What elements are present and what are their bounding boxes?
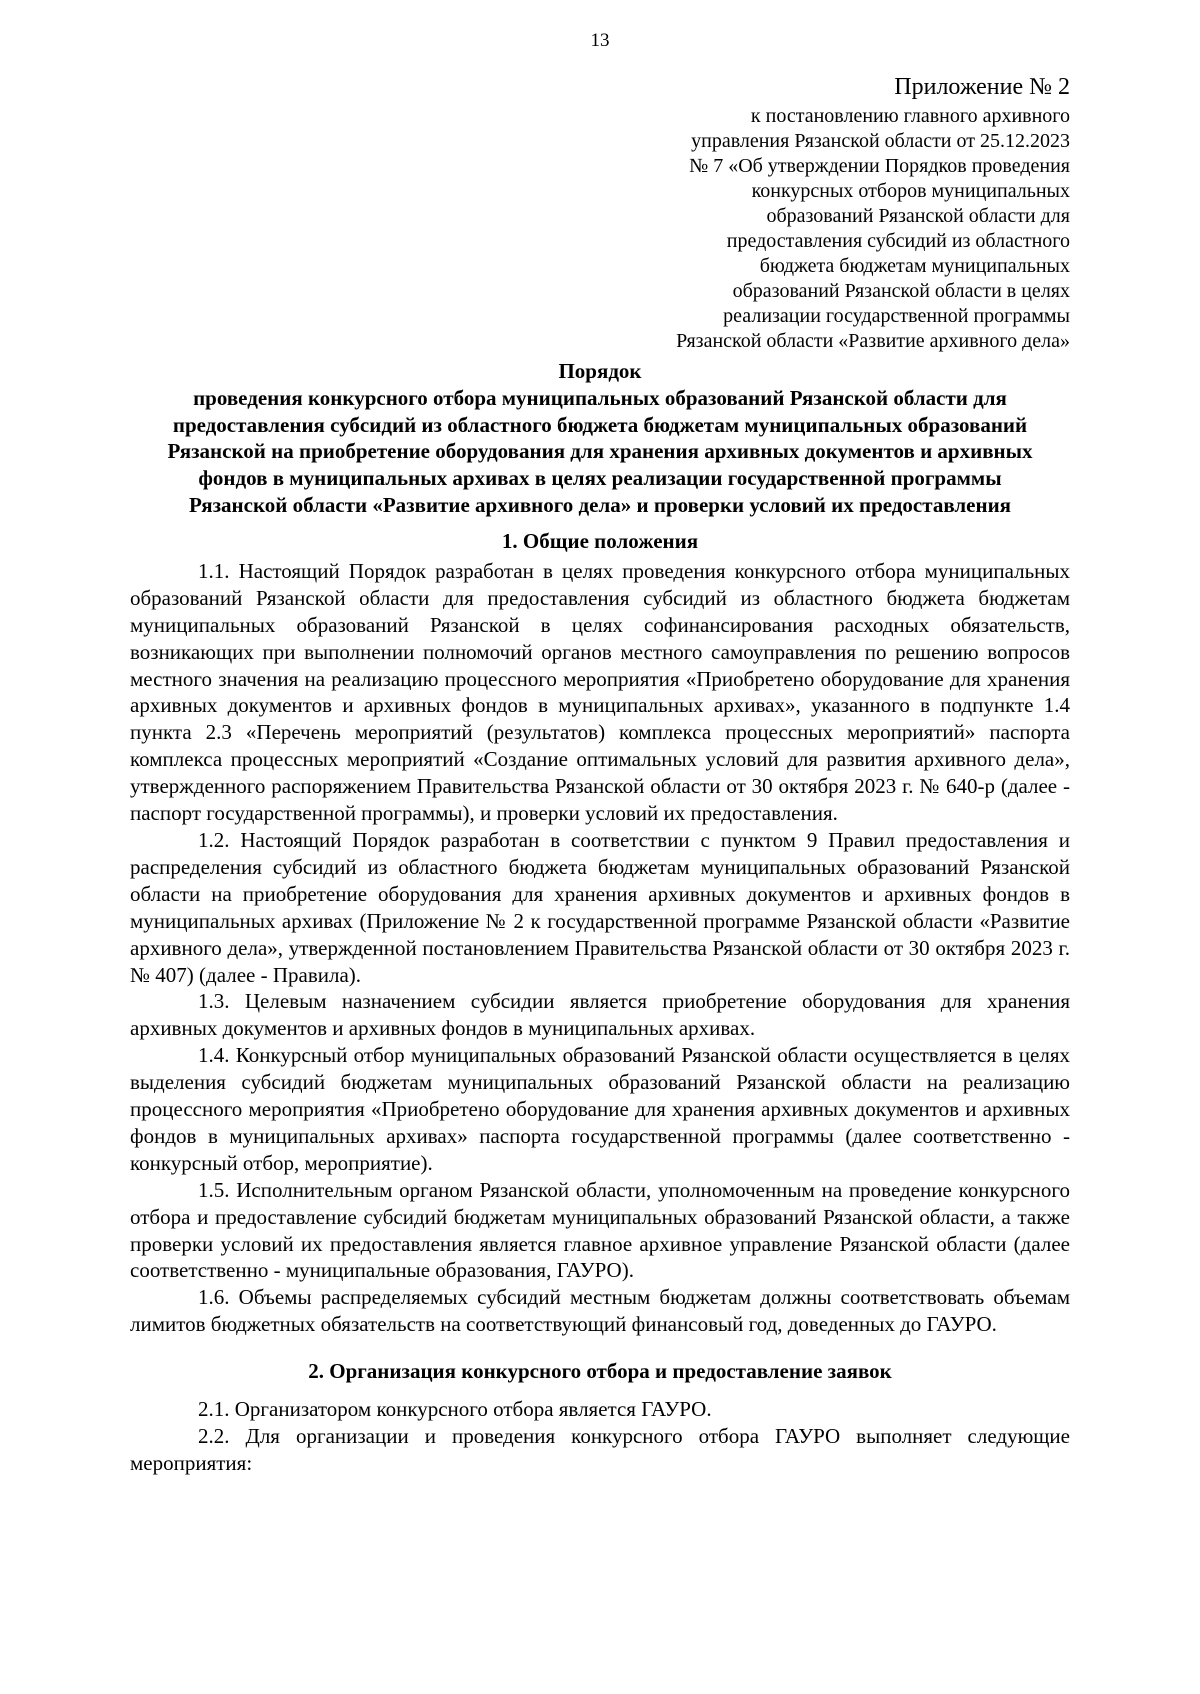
- appendix-block: [550, 72, 1070, 354]
- appendix-line: № 7 «Об утверждении Порядков проведения: [689, 155, 1070, 177]
- title-line: проведения конкурсного отбора муниципальных образований Рязанской области для: [193, 385, 1007, 410]
- title-line: Порядок: [558, 359, 642, 383]
- appendix-title: Приложение № 2: [894, 74, 1070, 100]
- paragraph: 2.2. Для организации и проведения конкурсного отбора ГАУРО выполняет следующие мероприятия:: [130, 1424, 1070, 1475]
- paragraph: 1.1. Настоящий Порядок разработан в целях проведения конкурсного отбора муниципальных образований Рязанской области для предоставления субсидий из областного бюджета бюджетам муниципальных образований Рязанской в целях софинансирования расходных обязательств, возникающих при выполнении полномочий органов местного самоуправления по решению вопросов местного значения на реализацию процессного мероприятия «Приобретено оборудование для хранения архивных документов и архивных фондов в муниципальных архивах», указанного в подпункте 1.4 пункта 2.3 «Перечень мероприятий (результатов) комплекса процессных мероприятий» паспорта комплекса процессных мероприятий «Создание оптимальных условий для развития архивного дела», утвержденного распоряжением Правительства Рязанской области от 30 октября 2023 г. № 640-р (далее - паспорт государственной программы), и проверки условий их предоставления.: [130, 558, 1070, 826]
- page-number: 13: [590, 30, 610, 51]
- title-line: фондов в муниципальных архивах в целях реализации государственной программы: [198, 466, 1002, 491]
- paragraph: 1.6. Объемы распределяемых субсидий местным бюджетам должны соответствовать объемам лимитов бюджетных обязательств на соответствующий финансовый год, доведенных до ГАУРО.: [130, 1285, 1070, 1337]
- document-title: [130, 358, 1070, 519]
- section-heading: 1. Общие положения: [501, 529, 699, 553]
- title-line: Рязанской области «Развитие архивного дела» и проверки условий их предоставления: [188, 492, 1012, 517]
- title-line: Рязанской на приобретение оборудования для хранения архивных документов и архивных: [167, 439, 1033, 464]
- document-body: [130, 528, 1070, 1477]
- title-line: предоставления субсидий из областного бюджета бюджетам муниципальных образований: [172, 412, 1028, 437]
- appendix-line: Рязанской области «Развитие архивного дела»: [676, 330, 1070, 352]
- paragraph: 1.5. Исполнительным органом Рязанской области, уполномоченным на проведение конкурсного отбора и предоставление субсидий бюджетам муниципальных образований Рязанской области, а также проверки условий их предоставления является главное архивное управление Рязанской области (далее соответственно - муниципальные образования, ГАУРО).: [130, 1177, 1070, 1283]
- appendix-line: конкурсных отборов муниципальных: [751, 180, 1070, 202]
- paragraph: 1.2. Настоящий Порядок разработан в соответствии с пунктом 9 Правил предоставления и распределения субсидий из областного бюджета бюджетам муниципальных образований Рязанской области на приобретение оборудования для хранения архивных документов и архивных фондов в муниципальных архивах (Приложение № 2 к государственной программе Рязанской области «Развитие архивного дела», утвержденной постановлением Правительства Рязанской области от 30 октября 2023 г. № 407) (далее - Правила).: [130, 827, 1070, 987]
- paragraph: 1.3. Целевым назначением субсидии является приобретение оборудования для хранения архивных документов и архивных фондов в муниципальных архивах.: [130, 989, 1070, 1041]
- section-heading: 2. Организация конкурсного отбора и предоставление заявок: [308, 1359, 892, 1384]
- appendix-line: образований Рязанской области в целях: [732, 280, 1070, 302]
- paragraph: 2.1. Организатором конкурсного отбора является ГАУРО.: [198, 1397, 712, 1422]
- appendix-line: предоставления субсидий из областного: [726, 230, 1070, 252]
- appendix-line: реализации государственной программы: [723, 305, 1070, 327]
- appendix-line: к постановлению главного архивного: [750, 105, 1070, 127]
- appendix-line: управления Рязанской области от 25.12.2023: [691, 130, 1070, 152]
- appendix-line: бюджета бюджетам муниципальных: [759, 255, 1070, 277]
- appendix-line: образований Рязанской области для: [766, 205, 1070, 227]
- paragraph: 1.4. Конкурсный отбор муниципальных образований Рязанской области осуществляется в целях выделения субсидий бюджетам муниципальных образований Рязанской области на реализацию процессного мероприятия «Приобретено оборудование для хранения архивных документов и архивных фондов в муниципальных архивах» паспорта государственной программы (далее соответственно - конкурсный отбор, мероприятие).: [130, 1043, 1070, 1175]
